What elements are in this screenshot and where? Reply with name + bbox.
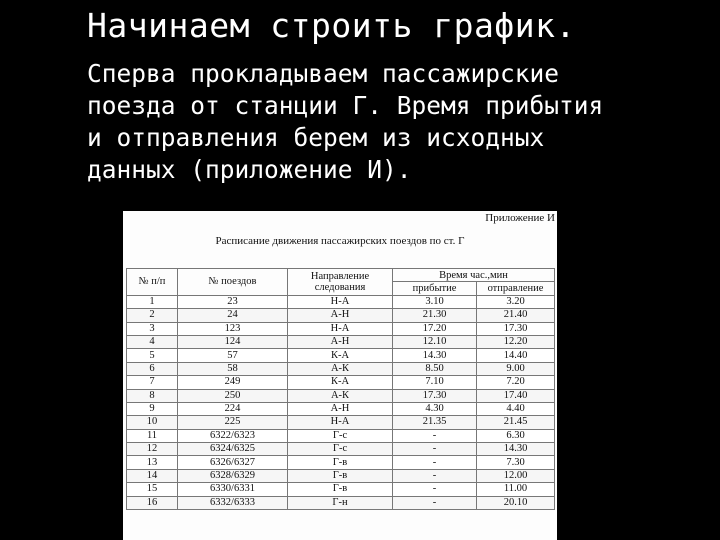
train-number-cell: 6330/6331	[178, 483, 288, 496]
body-line: Сперва прокладываем пассажирские	[87, 59, 560, 88]
appendix-label: Приложение И	[485, 212, 555, 224]
table-row	[127, 496, 555, 509]
direction-cell: К-А	[288, 376, 393, 389]
table-row	[127, 389, 555, 402]
departure-time-cell: 17.30	[477, 322, 555, 335]
header-direction: Направление следования	[288, 269, 393, 296]
train-number-cell: 23	[178, 295, 288, 308]
train-number-cell: 6328/6329	[178, 469, 288, 482]
direction-cell: А-Н	[288, 335, 393, 348]
row-number-cell: 2	[127, 309, 178, 322]
train-number-cell: 250	[178, 389, 288, 402]
table-row	[127, 483, 555, 496]
row-number-cell: 11	[127, 429, 178, 442]
direction-cell: А-Н	[288, 309, 393, 322]
row-number-cell: 7	[127, 376, 178, 389]
train-number-cell: 6332/6333	[178, 496, 288, 509]
slide-body-text	[87, 58, 707, 186]
row-number-cell: 14	[127, 469, 178, 482]
schedule-table-body	[127, 295, 555, 509]
header-num: № п/п	[127, 269, 178, 296]
train-number-cell: 224	[178, 402, 288, 415]
train-number-cell: 6322/6323	[178, 429, 288, 442]
table-row	[127, 322, 555, 335]
table-row	[127, 402, 555, 415]
table-row	[127, 309, 555, 322]
body-line: поезда от станции Г. Время прибытия	[87, 91, 604, 120]
direction-cell: Г-с	[288, 429, 393, 442]
departure-time-cell: 9.00	[477, 362, 555, 375]
arrival-time-cell: -	[393, 469, 477, 482]
arrival-time-cell: 14.30	[393, 349, 477, 362]
row-number-cell: 16	[127, 496, 178, 509]
direction-cell: К-А	[288, 349, 393, 362]
train-number-cell: 225	[178, 416, 288, 429]
arrival-time-cell: -	[393, 429, 477, 442]
header-train: № поездов	[178, 269, 288, 296]
table-row	[127, 443, 555, 456]
table-row	[127, 349, 555, 362]
row-number-cell: 15	[127, 483, 178, 496]
train-number-cell: 57	[178, 349, 288, 362]
header-time: Время час.,мин	[393, 269, 555, 282]
row-number-cell: 10	[127, 416, 178, 429]
arrival-time-cell: 3.10	[393, 295, 477, 308]
slide-title: Начинаем строить график.	[87, 6, 576, 45]
departure-time-cell: 14.30	[477, 443, 555, 456]
departure-time-cell: 12.00	[477, 469, 555, 482]
body-line: и отправления берем из исходных	[87, 123, 545, 152]
table-row	[127, 335, 555, 348]
departure-time-cell: 14.40	[477, 349, 555, 362]
arrival-time-cell: 7.10	[393, 376, 477, 389]
departure-time-cell: 20.10	[477, 496, 555, 509]
direction-cell: Н-А	[288, 295, 393, 308]
departure-time-cell: 7.30	[477, 456, 555, 469]
train-number-cell: 6324/6325	[178, 443, 288, 456]
train-number-cell: 58	[178, 362, 288, 375]
departure-time-cell: 4.40	[477, 402, 555, 415]
row-number-cell: 8	[127, 389, 178, 402]
row-number-cell: 6	[127, 362, 178, 375]
row-number-cell: 12	[127, 443, 178, 456]
arrival-time-cell: -	[393, 443, 477, 456]
train-number-cell: 123	[178, 322, 288, 335]
table-row	[127, 469, 555, 482]
direction-cell: Г-н	[288, 496, 393, 509]
body-line: данных (приложение И).	[87, 155, 412, 184]
departure-time-cell: 21.45	[477, 416, 555, 429]
departure-time-cell: 12.20	[477, 335, 555, 348]
direction-cell: Н-А	[288, 416, 393, 429]
row-number-cell: 3	[127, 322, 178, 335]
arrival-time-cell: -	[393, 483, 477, 496]
arrival-time-cell: 17.20	[393, 322, 477, 335]
row-number-cell: 13	[127, 456, 178, 469]
row-number-cell: 5	[127, 349, 178, 362]
departure-time-cell: 6.30	[477, 429, 555, 442]
departure-time-cell: 17.40	[477, 389, 555, 402]
train-number-cell: 6326/6327	[178, 456, 288, 469]
departure-time-cell: 21.40	[477, 309, 555, 322]
arrival-time-cell: 17.30	[393, 389, 477, 402]
train-number-cell: 249	[178, 376, 288, 389]
direction-cell: А-К	[288, 389, 393, 402]
direction-cell: А-К	[288, 362, 393, 375]
direction-cell: Г-в	[288, 483, 393, 496]
arrival-time-cell: -	[393, 496, 477, 509]
schedule-document-image	[123, 211, 557, 540]
arrival-time-cell: 4.30	[393, 402, 477, 415]
table-row	[127, 362, 555, 375]
header-arrival: прибытие	[393, 282, 477, 295]
row-number-cell: 4	[127, 335, 178, 348]
direction-cell: Г-с	[288, 443, 393, 456]
row-number-cell: 1	[127, 295, 178, 308]
table-caption: Расписание движения пассажирских поездов по ст. Г	[215, 235, 465, 247]
train-number-cell: 124	[178, 335, 288, 348]
row-number-cell: 9	[127, 402, 178, 415]
schedule-table	[126, 268, 555, 510]
arrival-time-cell: 21.30	[393, 309, 477, 322]
direction-cell: Г-в	[288, 469, 393, 482]
arrival-time-cell: -	[393, 456, 477, 469]
departure-time-cell: 7.20	[477, 376, 555, 389]
train-number-cell: 24	[178, 309, 288, 322]
arrival-time-cell: 12.10	[393, 335, 477, 348]
direction-cell: Н-А	[288, 322, 393, 335]
departure-time-cell: 11.00	[477, 483, 555, 496]
direction-cell: А-Н	[288, 402, 393, 415]
departure-time-cell: 3.20	[477, 295, 555, 308]
header-departure: отправление	[477, 282, 555, 295]
table-row	[127, 416, 555, 429]
table-row	[127, 429, 555, 442]
table-row	[127, 456, 555, 469]
direction-cell: Г-в	[288, 456, 393, 469]
table-row	[127, 295, 555, 308]
arrival-time-cell: 8.50	[393, 362, 477, 375]
table-row	[127, 376, 555, 389]
arrival-time-cell: 21.35	[393, 416, 477, 429]
